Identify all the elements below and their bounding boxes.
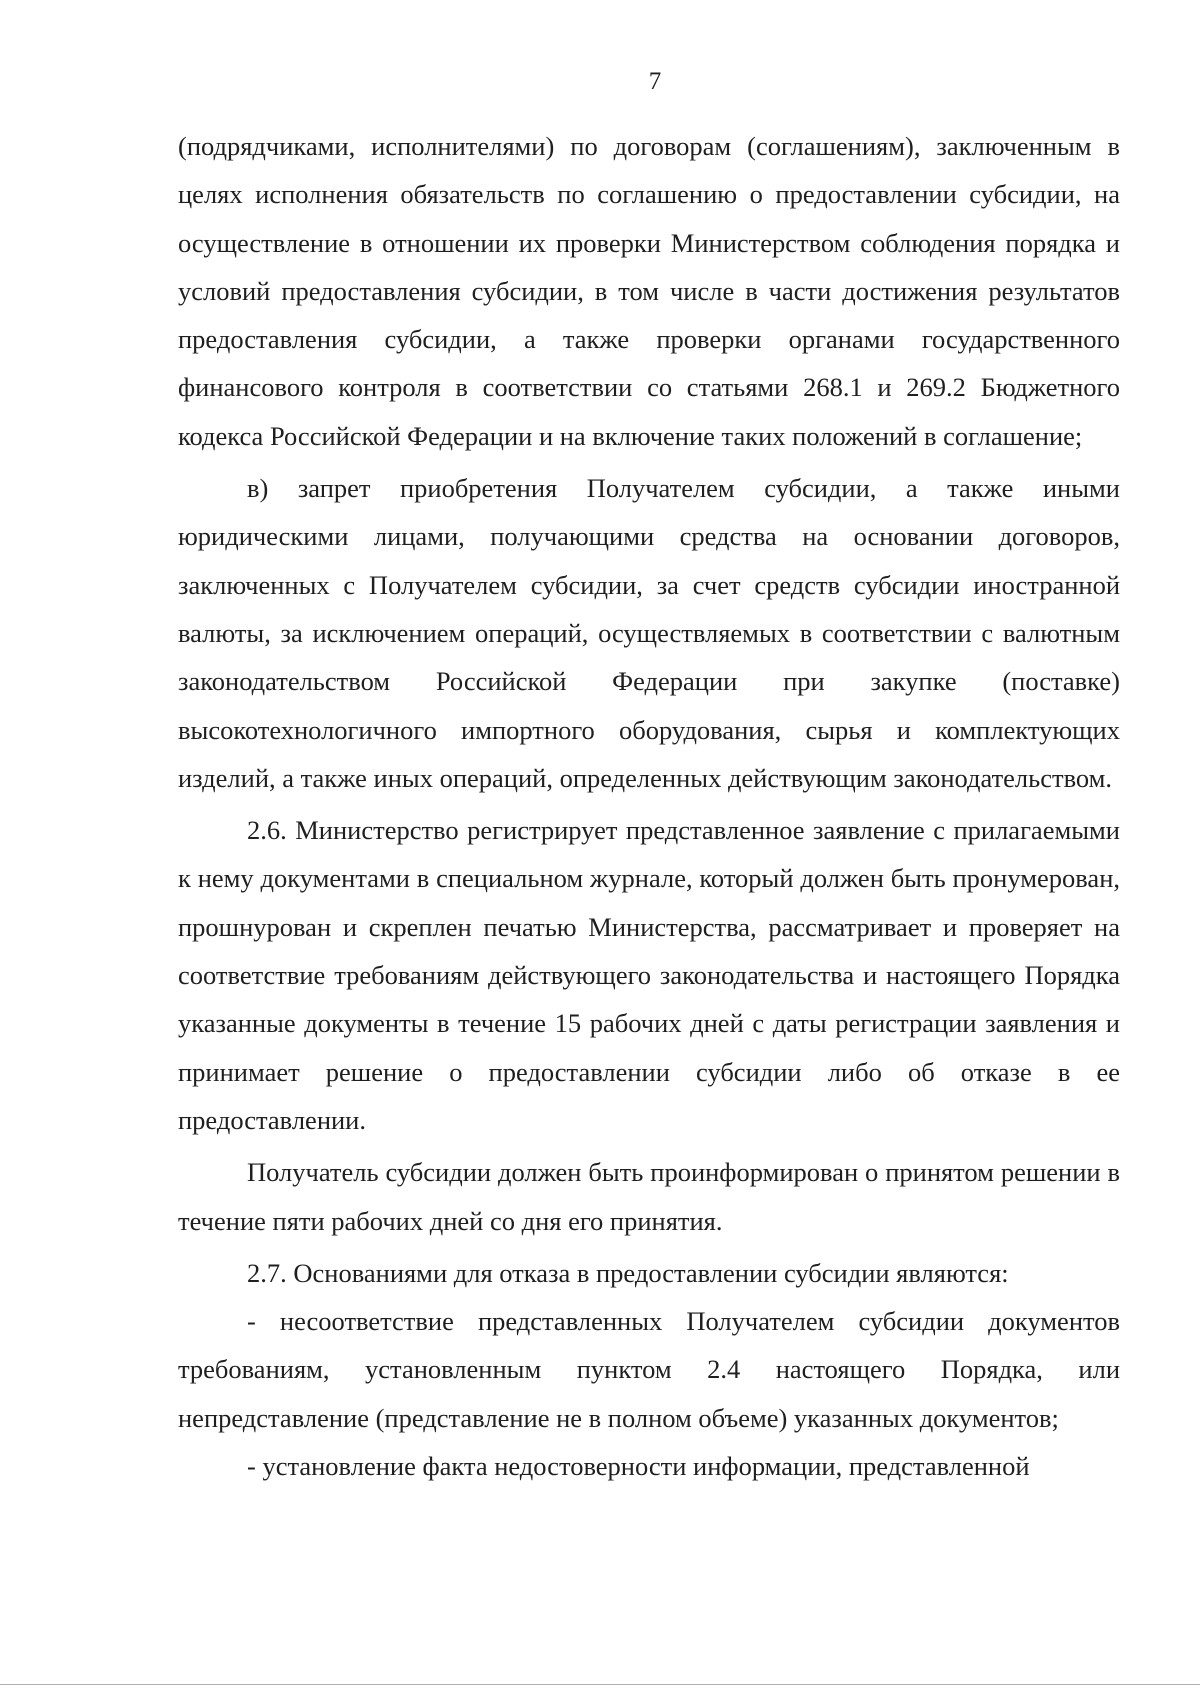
paragraph-refusal-reason-1: - несоответствие представленных Получателем субсидии документов требованиям, установленным пунктом 2.4 настоящего Порядка, или непредставление (представление не в полном объеме) указанных документов; <box>178 1306 1120 1433</box>
paragraph-notification: Получатель субсидии должен быть проинформирован о принятом решении в течение пяти рабочих дней со дня его принятия. <box>178 1157 1120 1236</box>
paragraph-refusal-reason-2: - установление факта недостоверности информации, представленной <box>247 1451 1030 1482</box>
page-number: 7 <box>648 68 662 95</box>
paragraph-2-6: 2.6. Министерство регистрирует представленное заявление с прилагаемыми к нему документами в специальном журнале, который должен быть пронумерован, прошнурован и скреплен печатью Министерства, рассматривает и проверяет на соответствие требованиям действующего законодательства и настоящего Порядка указанные документы в течение 15 рабочих дней с даты регистрации заявления и принимает решение о предоставлении субсидии либо об отказе в ее предоставлении. <box>178 815 1120 1135</box>
paragraph-item-v: в) запрет приобретения Получателем субсидии, а также иными юридическими лицами, получающими средства на основании договоров, заключенных с Получателем субсидии, за счет средств субсидии иностранной валюты, за исключением операций, осуществляемых в соответствии с валютным законодательством Российской Федерации при закупке (поставке) высокотехнологичного импортного оборудования, сырья и комплектующих изделий, а также иных операций, определенных действующим законодательством. <box>178 473 1120 793</box>
paragraph-2-7: 2.7. Основаниями для отказа в предоставлении субсидии являются: <box>247 1257 1009 1288</box>
page-bottom-edge <box>0 1684 1200 1685</box>
paragraph-continuation: (подрядчиками, исполнителями) по договорам (соглашениям), заключенным в целях исполнения обязательств по соглашению о предоставлении субсидии, на осуществление в отношении их проверки Министерством соблюдения порядка и условий предоставления субсидии, в том числе в части достижения результатов предоставления субсидии, а также проверки органами государственного финансового контроля в соответствии со статьями 268.1 и 269.2 Бюджетного кодекса Российской Федерации и на включение таких положений в соглашение; <box>178 131 1120 451</box>
document-body <box>178 122 1120 1490</box>
